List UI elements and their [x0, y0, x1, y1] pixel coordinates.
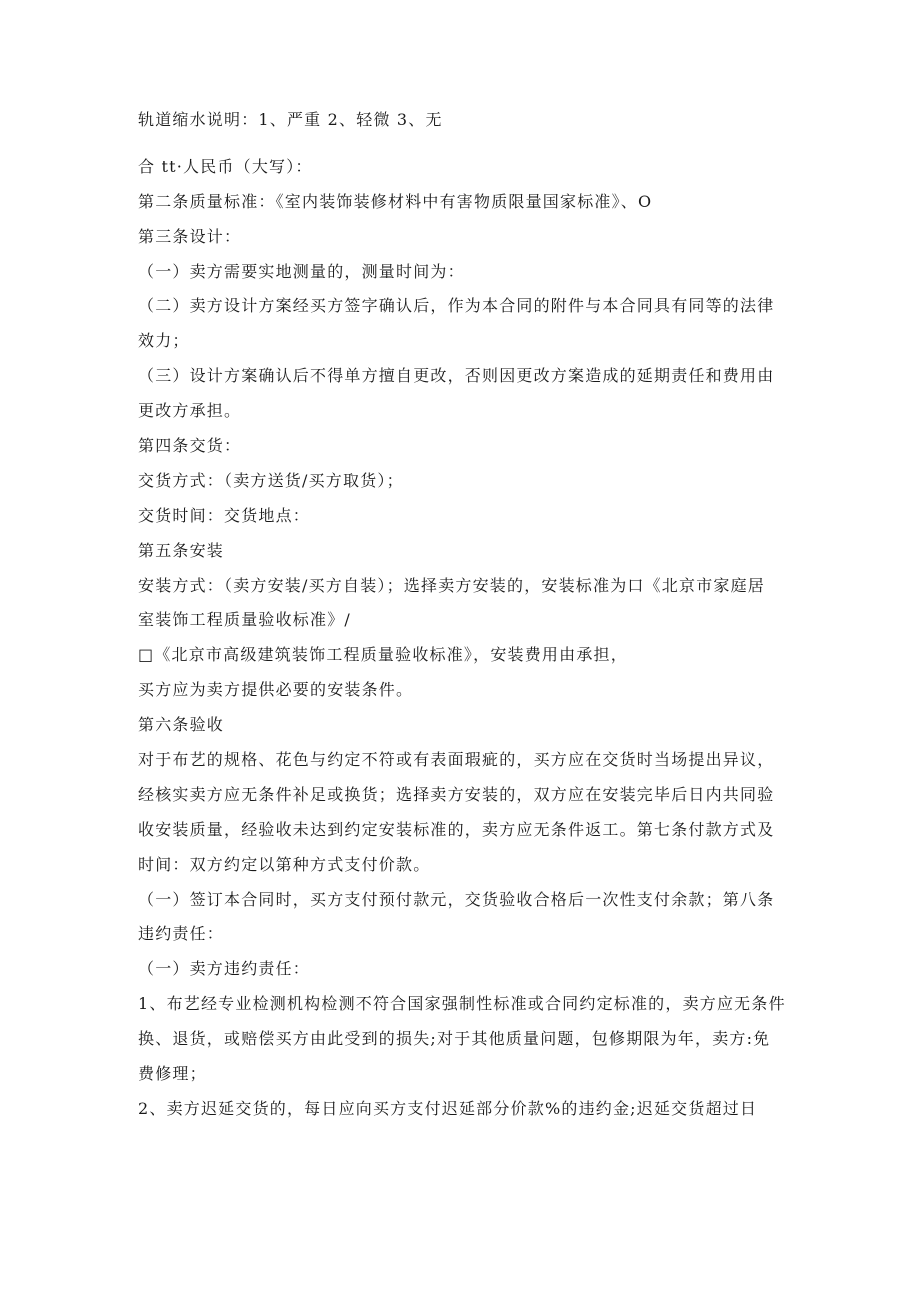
- installation-standard-option: □《北京市高级建筑装饰工程质量验收标准》，安装费用由承担，: [138, 645, 628, 665]
- article-6-heading: 第六条验收: [138, 715, 225, 735]
- installation-conditions: 买方应为卖方提供必要的安装条件。: [138, 680, 414, 700]
- article-3-item-3: （三）设计方案确认后不得单方擅自更改，否则因更改方案造成的延期责任和费用由: [138, 366, 775, 386]
- article-3-item-2: （二）卖方设计方案经买方签字确认后，作为本合同的附件与本合同具有同等的法律: [138, 296, 775, 316]
- total-amount-line: 合 tt·人民币（大写）：: [138, 156, 313, 176]
- acceptance-paragraph-2: 经核实卖方应无条件补足或换货；选择卖方安装的，双方应在安装完毕后日内共同验: [138, 784, 775, 804]
- article-8-heading: 违约责任：: [138, 924, 225, 944]
- payment-item-1: （一）签订本合同时，买方支付预付款元，交货验收合格后一次性支付余款；第八条: [138, 889, 775, 909]
- article-3-item-1: （一）卖方需要实地测量的，测量时间为：: [138, 261, 465, 281]
- article-5-heading: 第五条安装: [138, 540, 225, 560]
- liability-item-1-end: 费修理；: [138, 1064, 207, 1084]
- liability-item-2: 2、卖方迟延交货的，每日应向买方支付迟延部分价款%的违约金;迟延交货超过日: [138, 1098, 758, 1118]
- payment-time: 时间：双方约定以第种方式支付价款。: [138, 854, 431, 874]
- article-4-heading: 第四条交货：: [138, 436, 242, 456]
- document-body: [138, 103, 786, 1127]
- shrinkage-note: 轨道缩水说明：1、严重 2、轻微 3、无: [138, 110, 443, 129]
- delivery-time-place: 交货时间：交货地点：: [138, 505, 311, 525]
- liability-item-1-cont: 换、退货，或赔偿买方由此受到的损失;对于其他质量问题，包修期限为年，卖方:免: [138, 1029, 771, 1049]
- article-3-item-2-cont: 效力；: [138, 331, 190, 351]
- article-3-item-3-cont: 更改方承担。: [138, 401, 242, 421]
- article-2-quality-standard: 第二条质量标准：《室内装饰装修材料中有害物质限量国家标准》、O: [138, 191, 653, 211]
- article-3-heading: 第三条设计：: [138, 226, 242, 246]
- installation-method: 安装方式：（卖方安装/买方自装）；选择卖方安装的，安装标准为口《北京市家庭居: [138, 575, 765, 595]
- installation-method-cont: 室装饰工程质量验收标准》/: [138, 610, 351, 630]
- acceptance-paragraph-1: 对于布艺的规格、花色与约定不符或有表面瑕疵的，买方应在交货时当场提出异议，: [138, 750, 775, 770]
- liability-item-1: 1、布艺经专业检测机构检测不符合国家强制性标准或合同约定标准的，卖方应无条件: [138, 994, 786, 1014]
- seller-liability-heading: （一）卖方违约责任：: [138, 959, 311, 979]
- acceptance-paragraph-3: 收安装质量，经验收未达到约定安装标准的，卖方应无条件返工。第七条付款方式及: [138, 819, 775, 839]
- delivery-method: 交货方式：（卖方送货/买方取货）；: [138, 470, 404, 490]
